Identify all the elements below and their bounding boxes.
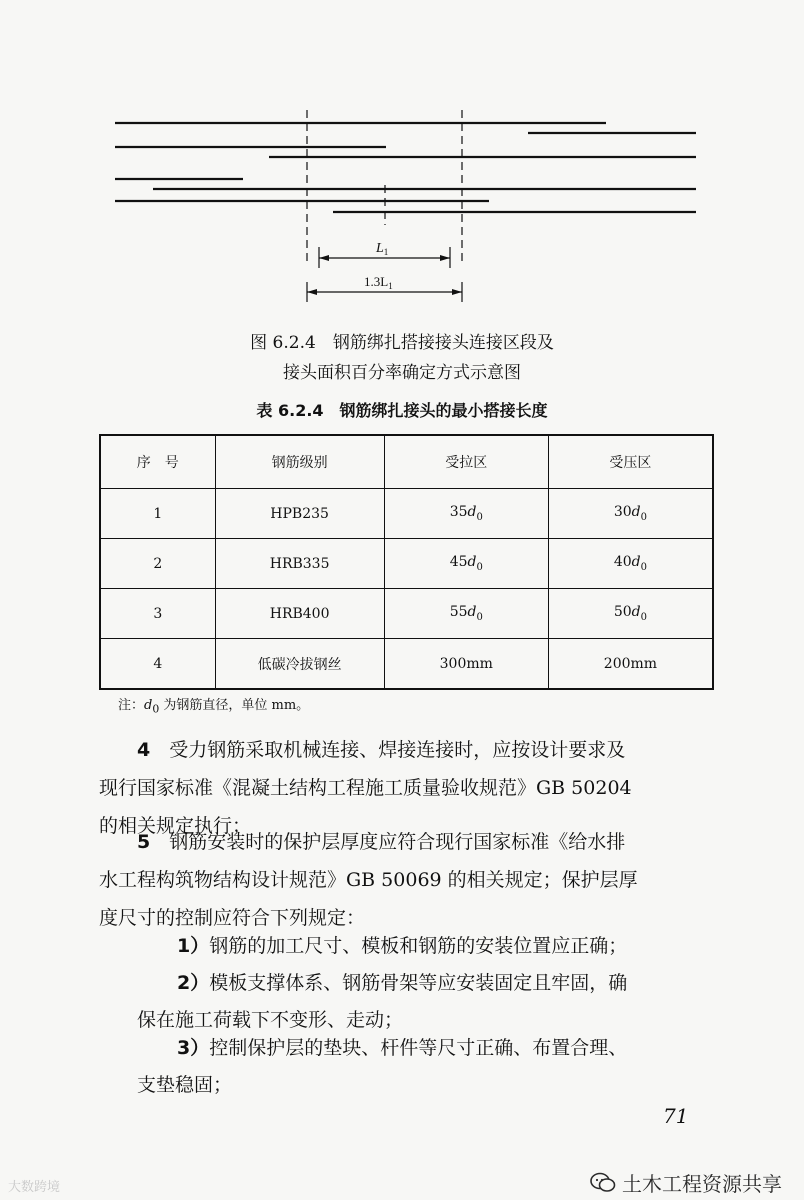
label-13l1: $1.3L_1$ [364, 274, 393, 291]
table-title: 表 6.2.4 钢筋绑扎接头的最小搭接长度 [256, 401, 548, 420]
paragraph-5: 5 钢筋安装时的保护层厚度应符合现行国家标准《给水排 水工程构筑物结构设计规范》GB 50069 的相关规定；保护层厚 度尺寸的控制应符合下列规定： [99, 831, 638, 929]
list-item-continuation: 保在施工荷载下不变形、走动； [137, 1009, 404, 1031]
figure-caption-line2: 接头面积百分率确定方式示意图 [283, 363, 521, 383]
cell-tension: $35d_0$ [384, 489, 548, 539]
cell-grade: HPB235 [215, 489, 384, 539]
cell-tension: 300mm [384, 639, 548, 690]
page-number: 71 [663, 1104, 689, 1128]
table-row [100, 539, 713, 589]
header-grade: 钢筋级别 [215, 435, 384, 489]
cell-grade: HRB400 [215, 589, 384, 639]
table-note: 注：$d_0$ 为钢筋直径，单位 mm。 [118, 698, 310, 716]
list-item: 1）钢筋的加工尺寸、模板和钢筋的安装位置应正确； [177, 935, 628, 957]
cell-no: 2 [100, 539, 215, 589]
wechat-icon [590, 1172, 616, 1194]
cell-tension: $45d_0$ [384, 539, 548, 589]
figure-caption-line1: 图 6.2.4 钢筋绑扎搭接接头连接区段及 [250, 333, 554, 353]
watermark-right: 土木工程资源共享 [590, 1168, 782, 1197]
table-row [100, 589, 713, 639]
list-item: 2）模板支撑体系、钢筋骨架等应安装固定且牢固，确 [177, 972, 628, 994]
cell-compression: $40d_0$ [548, 539, 713, 589]
paragraph-4: 4 受力钢筋采取机械连接、焊接连接时，应按设计要求及 现行国家标准《混凝土结构工程施工质量验收规范》GB 50204 的相关规定执行； [99, 739, 632, 837]
header-tension: 受拉区 [384, 435, 548, 489]
lap-length-table [99, 434, 714, 690]
header-no: 序 号 [100, 435, 215, 489]
cell-compression: $50d_0$ [548, 589, 713, 639]
table-row [100, 489, 713, 539]
cell-grade: HRB335 [215, 539, 384, 589]
lap-splice-diagram [0, 0, 804, 320]
cell-compression: $30d_0$ [548, 489, 713, 539]
label-l1: $L_1$ [376, 241, 389, 257]
cell-tension: $55d_0$ [384, 589, 548, 639]
cell-no: 1 [100, 489, 215, 539]
cell-no: 3 [100, 589, 215, 639]
cell-compression: 200mm [548, 639, 713, 690]
list-item: 3）控制保护层的垫块、杆件等尺寸正确、布置合理、 [177, 1037, 628, 1059]
table-row [100, 639, 713, 690]
table-header-row [100, 435, 713, 489]
cell-grade: 低碳冷拔钢丝 [215, 639, 384, 690]
cell-no: 4 [100, 639, 215, 690]
list-item-continuation: 支垫稳固； [137, 1074, 233, 1096]
watermark-left: 大数跨境 [8, 1180, 61, 1195]
header-compression: 受压区 [548, 435, 713, 489]
